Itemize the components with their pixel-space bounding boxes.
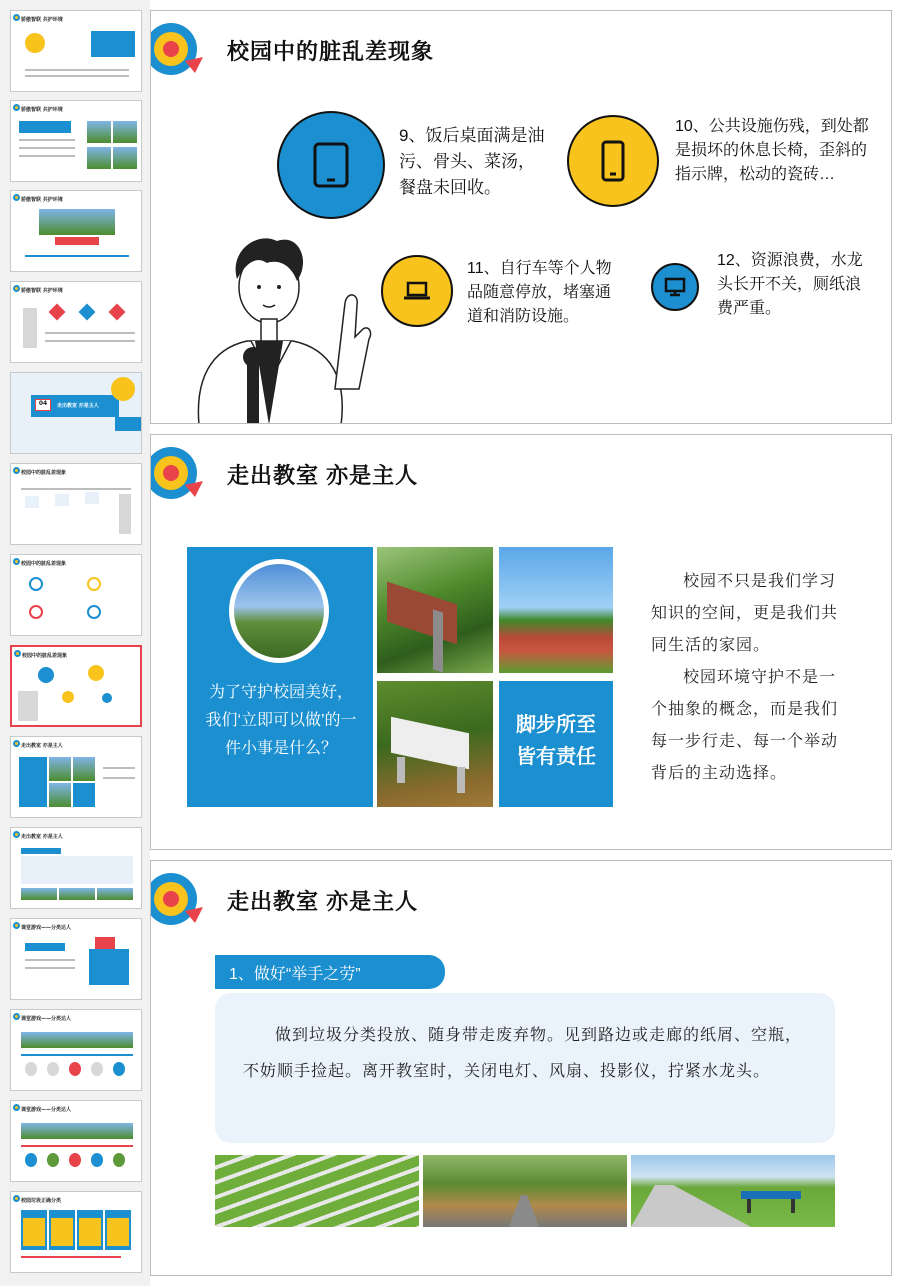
- thumbnail-title: 校园垃圾正确分类: [21, 1198, 62, 1204]
- park-bench-photo: [377, 681, 493, 807]
- phone-icon-circle: [567, 115, 659, 207]
- slide-title: 走出教室 亦是主人: [227, 463, 419, 488]
- monitor-icon-circle: [651, 263, 699, 311]
- logo-icon: [14, 650, 21, 657]
- thumbnail-title: 校园中的脏乱差现象: [22, 653, 68, 659]
- logo-icon: [13, 14, 20, 21]
- people-illustration: [25, 33, 45, 53]
- thumbnail-title: 校园中的脏乱差现象: [21, 470, 67, 476]
- thumbnail-title: 骄傲智联 共护环境: [21, 107, 63, 113]
- paragraph-1: 校园不只是我们学习知识的空间，更是我们共同生活的家园。: [651, 571, 839, 654]
- thumbnail-title: 骄傲智联 共护环境: [21, 17, 63, 23]
- issue-12-text: 12、资源浪费，水龙头长开不关，厕纸浪费严重。: [717, 252, 863, 317]
- section-badge: 04: [35, 399, 51, 411]
- thumbnail-9[interactable]: [10, 736, 142, 818]
- slide-title: 校园中的脏乱差现象: [227, 39, 435, 64]
- logo-icon: [13, 467, 20, 474]
- thumbnail-4[interactable]: [10, 281, 142, 363]
- thumbnail-14[interactable]: [10, 1191, 142, 1273]
- thumbnail-title: 走出教室 亦是主人: [21, 743, 63, 749]
- tree-lined-road-photo: [423, 1155, 627, 1227]
- thumbnail-12[interactable]: [10, 1009, 142, 1091]
- logo-icon: [13, 194, 20, 201]
- thumbnail-title: 课堂游戏——分类达人: [21, 1107, 72, 1113]
- question-panel: [187, 547, 373, 807]
- target-logo-icon: [151, 871, 207, 927]
- bench-photo: [377, 547, 493, 673]
- issue-9-text: 9、饭后桌面满是油污、骨头、菜汤，餐盘未回收。: [399, 126, 545, 197]
- thumbnail-title: 骄傲智联 共护环境: [21, 288, 63, 294]
- paragraph-2: 校园环境守护不是一个抽象的概念，而是我们每一步行走、每一个举动背后的主动选择。: [651, 667, 839, 782]
- question-text: 为了守护校园美好，我们‘立即可以做’的一件小事是什么？: [205, 684, 357, 757]
- campus-photo: [229, 559, 329, 663]
- issue-10-text: 10、公共设施伤残，到处都是损坏的休息长椅，歪斜的指示牌，松动的瓷砖…: [675, 118, 869, 183]
- thumbnail-title: 走出教室 亦是主人: [57, 403, 99, 409]
- tablet-icon-circle: [277, 111, 385, 219]
- tip-card: [215, 993, 835, 1143]
- monitor-icon: [664, 277, 686, 297]
- logo-icon: [13, 1104, 20, 1111]
- thumbnail-10[interactable]: [10, 827, 142, 909]
- sports-field-photo: [499, 547, 613, 673]
- terrace-garden-photo: [215, 1155, 419, 1227]
- thumbnail-title: 课堂游戏——分类达人: [21, 925, 72, 931]
- quote-box: [91, 31, 135, 57]
- laptop-icon-circle: [381, 255, 453, 327]
- phone-icon: [601, 140, 625, 182]
- logo-icon: [13, 1195, 20, 1202]
- thumbnail-1[interactable]: [10, 10, 142, 92]
- thumbnail-13[interactable]: [10, 1100, 142, 1182]
- logo-icon: [13, 831, 20, 838]
- issue-11-text: 11、自行车等个人物品随意停放，堵塞通道和消防设施。: [467, 260, 612, 325]
- slide-thumbnail-panel: [0, 0, 150, 1286]
- presenter-illustration: [159, 229, 373, 424]
- slogan-line-1: 脚步所至: [516, 714, 596, 736]
- logo-icon: [13, 922, 20, 929]
- slogan-panel: [499, 681, 613, 807]
- slide-10-view: [150, 860, 892, 1276]
- walkway-bench-photo: [631, 1155, 835, 1227]
- thumbnail-title: 校园中的脏乱差现象: [21, 561, 67, 567]
- target-logo-icon: [151, 21, 207, 77]
- thumbnail-6[interactable]: [10, 463, 142, 545]
- slide-title: 走出教室 亦是主人: [227, 889, 419, 914]
- logo-icon: [13, 558, 20, 565]
- thumbnail-title: 课堂游戏——分类达人: [21, 1016, 72, 1022]
- thumbnail-3[interactable]: [10, 190, 142, 272]
- logo-icon: [13, 104, 20, 111]
- target-logo-icon: [151, 445, 207, 501]
- thumbnail-title: 走出教室 亦是主人: [21, 834, 63, 840]
- thumbnail-8-selected[interactable]: [10, 645, 142, 727]
- slide-8-view: [150, 10, 892, 424]
- logo-icon: [13, 1013, 20, 1020]
- slogan-line-2: 皆有责任: [516, 746, 596, 768]
- thumbnail-7[interactable]: [10, 554, 142, 636]
- section-tag: 1、做好“举手之劳”: [215, 955, 445, 989]
- slide-9-view: [150, 434, 892, 850]
- tablet-icon: [313, 142, 349, 188]
- thumbnail-5[interactable]: [10, 372, 142, 454]
- tip-body: 做到垃圾分类投放、随身带走废弃物。见到路边或走廊的纸屑、空瓶，不妨顺手捡起。离开教室时，关闭电灯、风扇、投影仪，拧紧水龙头。: [243, 1025, 803, 1080]
- thumbnail-2[interactable]: [10, 100, 142, 182]
- thumbnail-title: 骄傲智联 共护环境: [21, 197, 63, 203]
- logo-icon: [13, 740, 20, 747]
- thumbnail-11[interactable]: [10, 918, 142, 1000]
- logo-icon: [13, 285, 20, 292]
- laptop-icon: [403, 281, 431, 301]
